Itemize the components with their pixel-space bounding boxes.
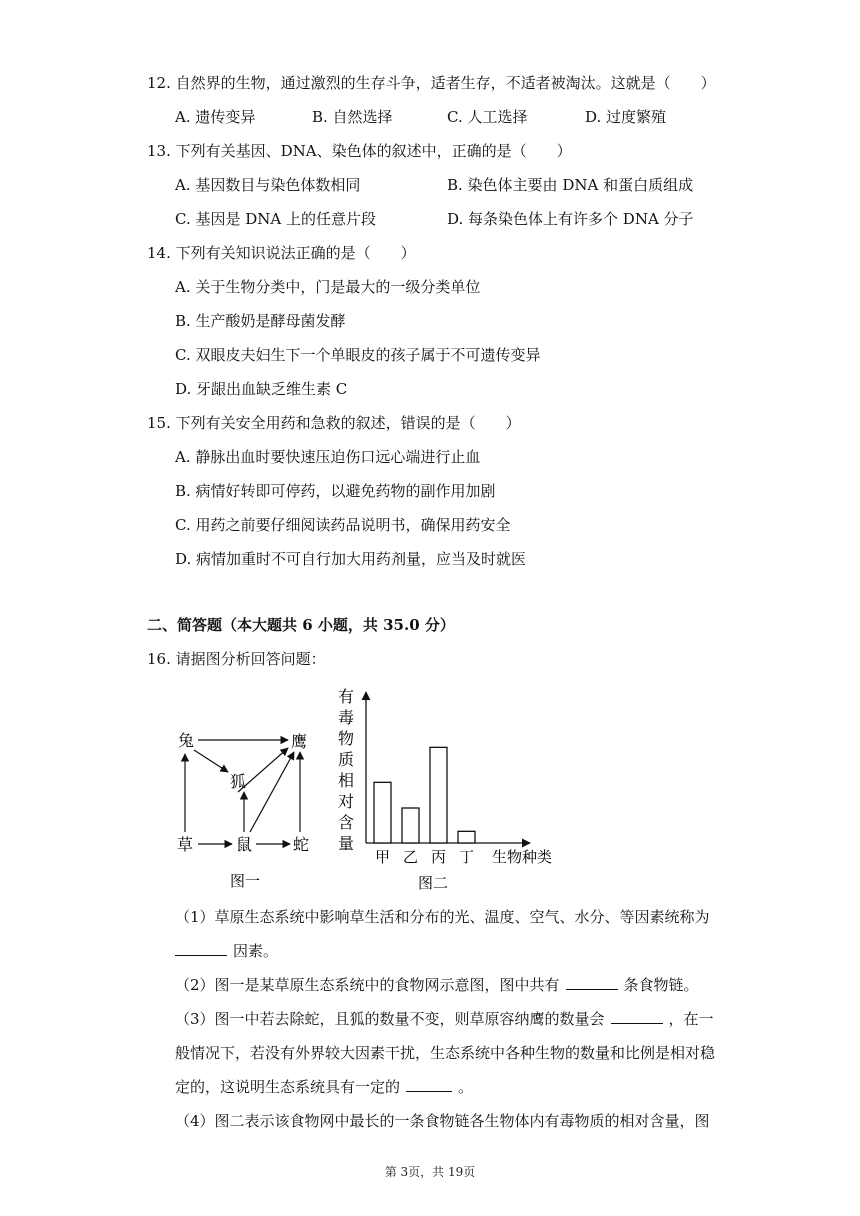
sub-question-2-text: （2）图一是某草原生态系统中的食物网示意图，图中共有 xyxy=(175,976,560,994)
figure-2-caption: 图二 xyxy=(418,874,449,892)
sub-question-1-tail: 因素。 xyxy=(233,942,279,960)
sub-question-2 xyxy=(175,974,699,995)
y-axis-label-char: 量 xyxy=(338,834,355,853)
sub-question-3-line-3 xyxy=(175,1076,473,1097)
arrow-fox-hawk xyxy=(238,748,288,792)
q13-option-c: C. 基因是 DNA 上的任意片段 xyxy=(175,210,376,228)
q15-option-d: D. 病情加重时不可自行加大用药剂量，应当及时就医 xyxy=(175,550,527,568)
bar-丁 xyxy=(458,831,475,843)
arrow-rabbit-fox xyxy=(194,750,228,772)
q12-option-d: D. 过度繁殖 xyxy=(585,108,667,126)
figure-1-caption: 图一 xyxy=(230,872,261,890)
x-tick-label: 丁 xyxy=(458,848,475,866)
x-tick-label: 丙 xyxy=(430,848,447,866)
answer-blank-1[interactable] xyxy=(175,954,227,956)
y-axis-label-char: 毒 xyxy=(338,708,355,727)
node-fox: 狐 xyxy=(230,772,247,791)
q13-option-a: A. 基因数目与染色体数相同 xyxy=(175,176,361,194)
sub-question-1-text: （1）草原生态系统中影响草生活和分布的光、温度、空气、水分、等因素统称为 xyxy=(175,908,710,926)
x-tick-label: 乙 xyxy=(402,848,419,866)
y-axis-label-char: 相 xyxy=(338,771,355,790)
q13-option-d: D. 每条染色体上有许多个 DNA 分子 xyxy=(447,210,694,228)
node-snake: 蛇 xyxy=(293,835,310,854)
section-2-title: 二、简答题（本大题共 6 小题，共 35.0 分） xyxy=(147,616,455,634)
sub-question-3-line-1 xyxy=(175,1008,714,1029)
q15-option-b: B. 病情好转即可停药，以避免药物的副作用加剧 xyxy=(175,482,496,500)
node-grass: 草 xyxy=(177,835,194,854)
sub-question-3-text: （3）图一中若去除蛇，且狐的数量不变，则草原容纳鹰的数量会 xyxy=(175,1010,605,1028)
sub-question-2-tail: 条食物链。 xyxy=(623,976,699,994)
y-axis-label-char: 含 xyxy=(338,813,355,832)
q12-option-a: A. 遗传变异 xyxy=(175,108,256,126)
q13-option-b: B. 染色体主要由 DNA 和蛋白质组成 xyxy=(447,176,694,194)
q12-option-b: B. 自然选择 xyxy=(312,108,393,126)
q14-option-a: A. 关于生物分类中，门是最大的一级分类单位 xyxy=(175,278,481,296)
toxin-bar-chart xyxy=(330,680,570,895)
y-axis-label xyxy=(338,687,354,853)
answer-blank-2[interactable] xyxy=(566,988,618,990)
sub-question-3-tail: ，在一 xyxy=(668,1010,714,1028)
q14-option-c: C. 双眼皮夫妇生下一个单眼皮的孩子属于不可遗传变异 xyxy=(175,346,541,364)
food-web-diagram xyxy=(170,720,330,895)
bar-甲 xyxy=(374,782,391,843)
question-16-stem: 16. 请据图分析回答问题： xyxy=(147,650,326,668)
y-axis-label-char: 物 xyxy=(338,729,355,748)
node-mouse: 鼠 xyxy=(236,835,253,854)
sub-question-3-text-2: 定的，这说明生态系统具有一定的 xyxy=(175,1078,401,1096)
y-axis-label-char: 有 xyxy=(338,687,355,706)
page-footer: 第 3页，共 19页 xyxy=(384,1165,476,1179)
question-13-stem: 13. 下列有关基因、DNA、染色体的叙述中，正确的是（ ） xyxy=(147,142,572,160)
node-hawk: 鹰 xyxy=(291,732,308,751)
q15-option-c: C. 用药之前要仔细阅读药品说明书，确保用药安全 xyxy=(175,516,511,534)
question-14-stem: 14. 下列有关知识说法正确的是（ ） xyxy=(147,244,416,262)
answer-blank-3[interactable] xyxy=(611,1022,663,1024)
node-rabbit: 兔 xyxy=(178,731,195,750)
q12-option-c: C. 人工选择 xyxy=(447,108,528,126)
q15-option-a: A. 静脉出血时要快速压迫伤口远心端进行止血 xyxy=(175,448,481,466)
y-axis-label-char: 对 xyxy=(338,792,355,811)
q14-option-b: B. 生产酸奶是酵母菌发酵 xyxy=(175,312,346,330)
x-tick-label: 甲 xyxy=(374,848,391,866)
y-axis-label-char: 质 xyxy=(338,750,355,769)
bar-乙 xyxy=(402,808,419,843)
q14-option-d: D. 牙龈出血缺乏维生素 C xyxy=(175,380,348,398)
sub-question-1-line-2 xyxy=(175,940,278,961)
sub-question-3-period: 。 xyxy=(458,1078,474,1096)
answer-blank-4[interactable] xyxy=(406,1090,452,1092)
sub-question-3-line-2: 般情况下，若没有外界较大因素干扰，生态系统中各种生物的数量和比例是相对稳 xyxy=(175,1044,716,1062)
question-15-stem: 15. 下列有关安全用药和急救的叙述，错误的是（ ） xyxy=(147,414,521,432)
bar-丙 xyxy=(430,747,447,843)
x-axis-label: 生物种类 xyxy=(492,848,553,866)
sub-question-1-line-1 xyxy=(175,906,710,927)
arrow-mouse-hawk xyxy=(250,752,294,832)
question-12-stem: 12. 自然界的生物，通过激烈的生存斗争，适者生存，不适者被淘汰。这就是（ ） xyxy=(147,74,716,92)
sub-question-4: （4）图二表示该食物网中最长的一条食物链各生物体内有毒物质的相对含量，图 xyxy=(175,1112,710,1130)
